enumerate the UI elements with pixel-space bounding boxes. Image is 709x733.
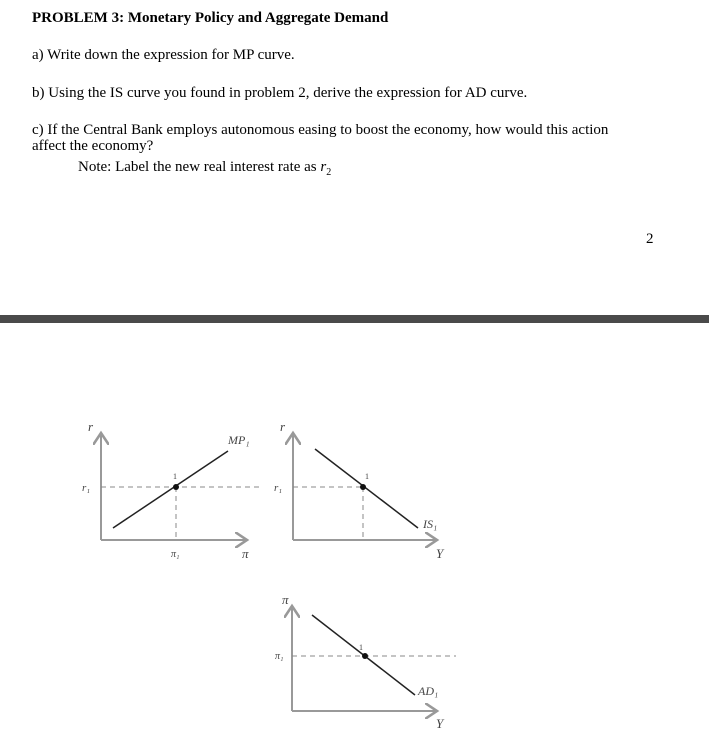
mp-pi1-label: π₁ <box>171 549 180 560</box>
ad-x-label: Y <box>436 716 444 731</box>
note-subscript: 2 <box>326 167 332 178</box>
note-text: Note: Label the new real interest rate as <box>78 159 321 175</box>
page-number: 2 <box>646 231 654 247</box>
mp-y-label: r <box>88 419 94 434</box>
is-r1-label: r₁ <box>274 482 283 494</box>
is-point-label: 1 <box>365 472 369 481</box>
ad-pi1-label: π₁ <box>275 651 284 662</box>
mp-curve <box>113 451 228 528</box>
ad-point <box>362 653 368 659</box>
is-curve-label: IS₁ <box>423 517 438 531</box>
ad-y-label: π <box>282 592 289 607</box>
mp-r1-label: r₁ <box>82 482 91 494</box>
mp-curve-label: MP₁ <box>228 433 250 447</box>
mp-point-label: 1 <box>173 472 177 481</box>
mp-diagram <box>82 419 262 561</box>
mp-x-label: π <box>242 546 249 561</box>
question-c-line1: c) If the Central Bank employs autonomous easing to boost the economy, how would this action <box>32 122 609 138</box>
question-b: b) Using the IS curve you found in problem 2, derive the expression for AD curve. <box>32 85 528 101</box>
question-c-line2: affect the economy? <box>32 138 154 154</box>
is-point <box>360 484 366 490</box>
ad-diagram <box>275 592 456 731</box>
mp-point <box>173 484 179 490</box>
is-curve <box>315 449 418 528</box>
is-y-label: r <box>280 419 286 434</box>
question-a: a) Write down the expression for MP curve. <box>32 47 295 63</box>
is-x-label: Y <box>436 546 444 561</box>
is-diagram <box>274 419 445 561</box>
ad-point-label: 1 <box>359 643 363 652</box>
note-variable: r <box>320 159 327 175</box>
problem-title: PROBLEM 3: Monetary Policy and Aggregate Demand <box>32 10 389 26</box>
ad-curve-label: AD₁ <box>418 684 439 698</box>
